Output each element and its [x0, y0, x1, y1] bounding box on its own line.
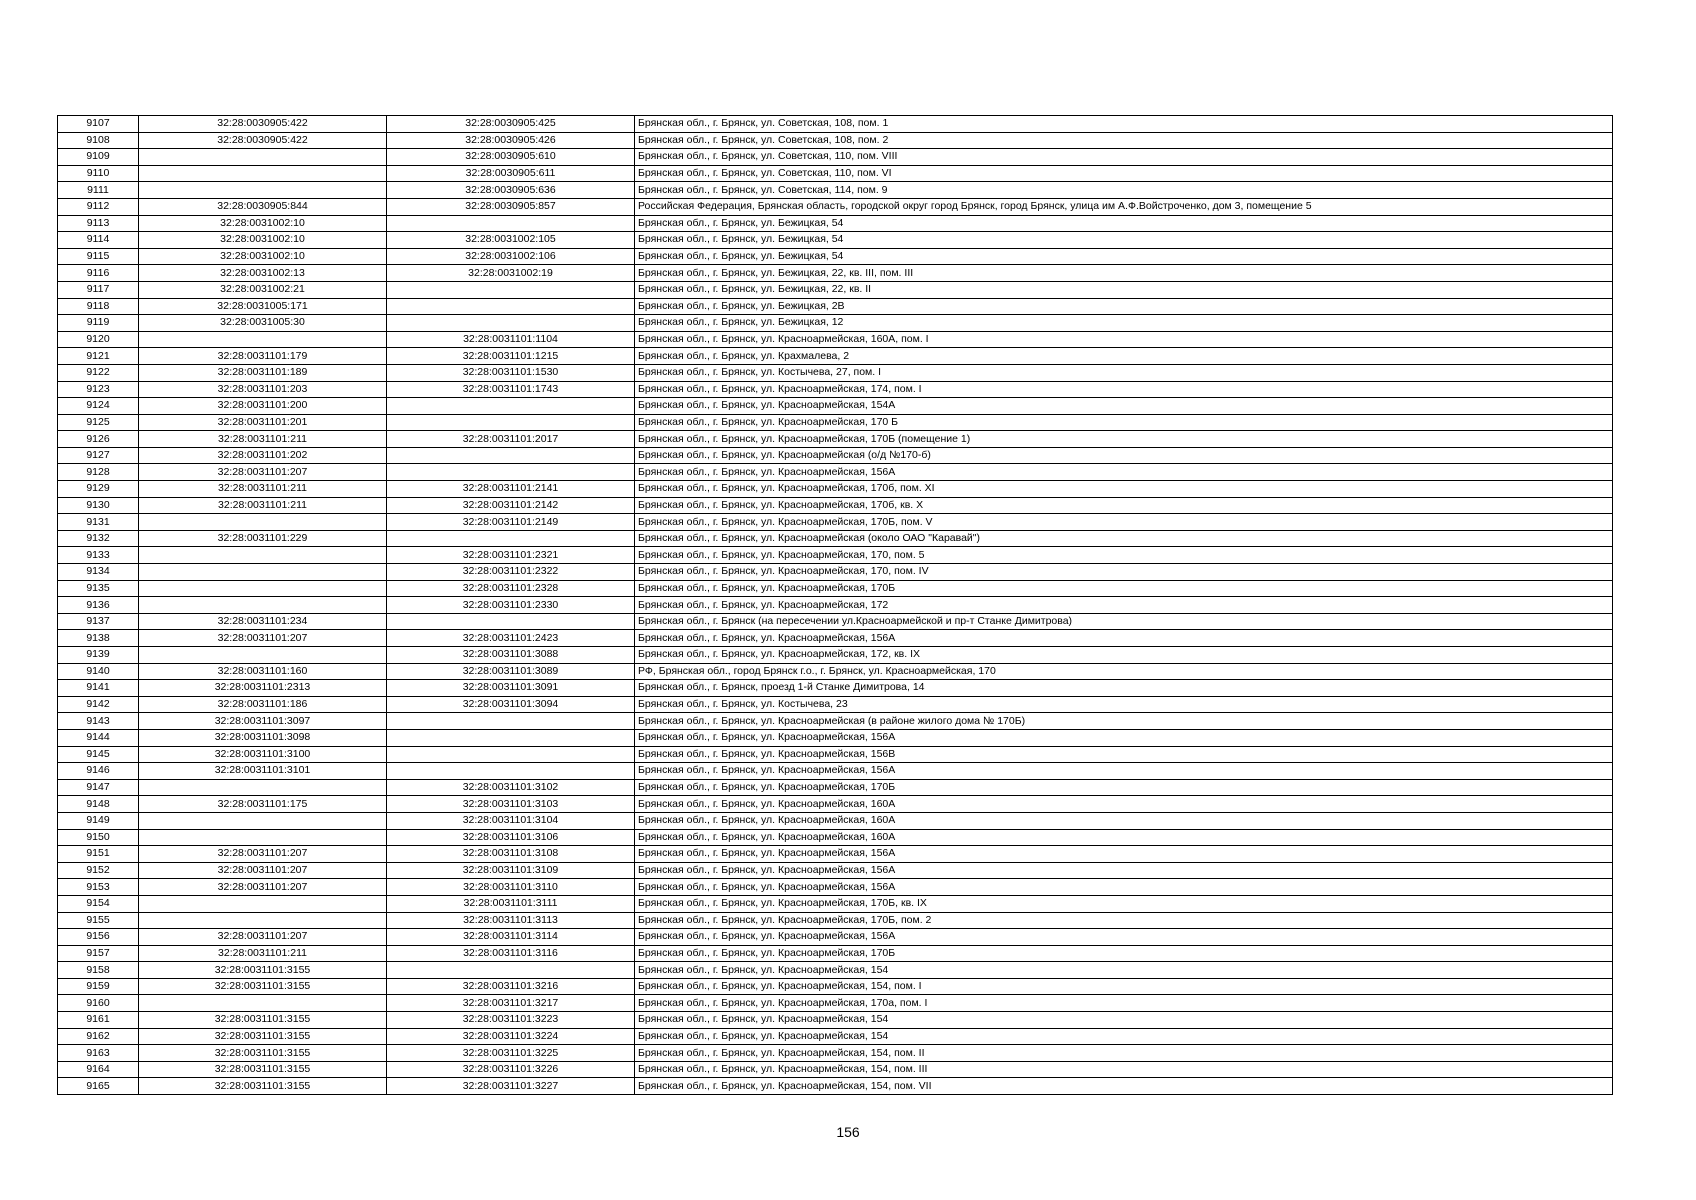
- object-number-cell: 32:28:0031101:3104: [387, 812, 635, 829]
- parcel-number-cell: 32:28:0030905:844: [139, 198, 387, 215]
- table-row: [58, 696, 1613, 713]
- parcel-number-cell: 32:28:0031101:175: [139, 796, 387, 813]
- table-row: [58, 580, 1613, 597]
- address-cell: Брянская обл., г. Брянск, ул. Красноармейская, 172, кв. IX: [635, 647, 1613, 664]
- object-number-cell: 32:28:0031101:3089: [387, 663, 635, 680]
- parcel-number-cell: 32:28:0031101:207: [139, 630, 387, 647]
- parcel-number-cell: 32:28:0031101:229: [139, 530, 387, 547]
- parcel-number-cell: 32:28:0031101:3100: [139, 746, 387, 763]
- row-number-cell: 9119: [58, 315, 139, 332]
- object-number-cell: [387, 729, 635, 746]
- parcel-number-cell: 32:28:0031101:3155: [139, 1078, 387, 1095]
- address-cell: Брянская обл., г. Брянск, ул. Красноармейская (о/д №170-б): [635, 447, 1613, 464]
- parcel-number-cell: 32:28:0031101:3155: [139, 978, 387, 995]
- row-number-cell: 9145: [58, 746, 139, 763]
- table-row: [58, 398, 1613, 415]
- object-number-cell: 32:28:0031101:3106: [387, 829, 635, 846]
- object-number-cell: 32:28:0031101:1743: [387, 381, 635, 398]
- object-number-cell: [387, 298, 635, 315]
- row-number-cell: 9110: [58, 165, 139, 182]
- address-cell: Брянская обл., г. Брянск, ул. Крахмалева, 2: [635, 348, 1613, 365]
- row-number-cell: 9112: [58, 198, 139, 215]
- table-row: [58, 281, 1613, 298]
- table-row: [58, 198, 1613, 215]
- table-row: [58, 912, 1613, 929]
- address-cell: Брянская обл., г. Брянск, ул. Красноармейская, 170Б: [635, 779, 1613, 796]
- object-number-cell: 32:28:0031101:1215: [387, 348, 635, 365]
- row-number-cell: 9130: [58, 497, 139, 514]
- parcel-number-cell: 32:28:0031101:211: [139, 481, 387, 498]
- address-cell: Брянская обл., г. Брянск, ул. Красноармейская, 160А, пом. I: [635, 331, 1613, 348]
- object-number-cell: 32:28:0030905:857: [387, 198, 635, 215]
- parcel-number-cell: [139, 895, 387, 912]
- address-cell: Брянская обл., г. Брянск, ул. Красноармейская, 160А: [635, 829, 1613, 846]
- row-number-cell: 9140: [58, 663, 139, 680]
- row-number-cell: 9131: [58, 514, 139, 531]
- row-number-cell: 9122: [58, 364, 139, 381]
- table-row: [58, 464, 1613, 481]
- parcel-number-cell: 32:28:0031101:207: [139, 929, 387, 946]
- object-number-cell: 32:28:0031101:3103: [387, 796, 635, 813]
- row-number-cell: 9142: [58, 696, 139, 713]
- address-cell: Брянская обл., г. Брянск, ул. Красноармейская, 156А: [635, 929, 1613, 946]
- table-row: [58, 929, 1613, 946]
- table-row: [58, 763, 1613, 780]
- object-number-cell: 32:28:0031101:2330: [387, 597, 635, 614]
- row-number-cell: 9126: [58, 431, 139, 448]
- object-number-cell: 32:28:0031101:2423: [387, 630, 635, 647]
- object-number-cell: 32:28:0031101:3091: [387, 680, 635, 697]
- table-row: [58, 530, 1613, 547]
- row-number-cell: 9149: [58, 812, 139, 829]
- object-number-cell: [387, 464, 635, 481]
- object-number-cell: 32:28:0031101:3224: [387, 1028, 635, 1045]
- table-row: [58, 862, 1613, 879]
- row-number-cell: 9121: [58, 348, 139, 365]
- table-row: [58, 1045, 1613, 1062]
- row-number-cell: 9128: [58, 464, 139, 481]
- parcel-number-cell: [139, 149, 387, 166]
- parcel-number-cell: 32:28:0031101:179: [139, 348, 387, 365]
- object-number-cell: 32:28:0031101:2322: [387, 564, 635, 581]
- table-row: [58, 879, 1613, 896]
- parcel-number-cell: 32:28:0031101:203: [139, 381, 387, 398]
- table-row: [58, 796, 1613, 813]
- table-row: [58, 116, 1613, 133]
- address-cell: Брянская обл., г. Брянск, ул. Красноармейская, 156А: [635, 464, 1613, 481]
- table-row: [58, 132, 1613, 149]
- row-number-cell: 9147: [58, 779, 139, 796]
- object-number-cell: 32:28:0030905:610: [387, 149, 635, 166]
- object-number-cell: 32:28:0031101:3113: [387, 912, 635, 929]
- address-cell: Брянская обл., г. Брянск, ул. Красноармейская, 170Б: [635, 580, 1613, 597]
- row-number-cell: 9124: [58, 398, 139, 415]
- object-number-cell: 32:28:0031101:3111: [387, 895, 635, 912]
- table-row: [58, 613, 1613, 630]
- parcel-number-cell: [139, 647, 387, 664]
- address-cell: Брянская обл., г. Брянск, ул. Советская, 108, пом. 1: [635, 116, 1613, 133]
- table-row: [58, 978, 1613, 995]
- table-row: [58, 962, 1613, 979]
- row-number-cell: 9159: [58, 978, 139, 995]
- parcel-number-cell: [139, 182, 387, 199]
- row-number-cell: 9138: [58, 630, 139, 647]
- address-cell: Брянская обл., г. Брянск, ул. Красноармейская (в районе жилого дома № 170Б): [635, 713, 1613, 730]
- row-number-cell: 9163: [58, 1045, 139, 1062]
- table-row: [58, 846, 1613, 863]
- object-number-cell: [387, 315, 635, 332]
- row-number-cell: 9162: [58, 1028, 139, 1045]
- parcel-number-cell: 32:28:0031101:207: [139, 464, 387, 481]
- table-row: [58, 364, 1613, 381]
- row-number-cell: 9125: [58, 414, 139, 431]
- row-number-cell: 9117: [58, 281, 139, 298]
- parcel-number-cell: 32:28:0031101:3097: [139, 713, 387, 730]
- address-cell: Брянская обл., г. Брянск, ул. Красноармейская, 154А: [635, 398, 1613, 415]
- table-row: [58, 165, 1613, 182]
- table-row: [58, 431, 1613, 448]
- records-table: [57, 115, 1613, 1095]
- table-row: [58, 414, 1613, 431]
- address-cell: Брянская обл., г. Брянск, ул. Бежицкая, 54: [635, 248, 1613, 265]
- table-row: [58, 547, 1613, 564]
- address-cell: Брянская обл., г. Брянск, ул. Красноармейская, 154: [635, 1012, 1613, 1029]
- table-row: [58, 447, 1613, 464]
- parcel-number-cell: 32:28:0030905:422: [139, 132, 387, 149]
- object-number-cell: 32:28:0031101:3114: [387, 929, 635, 946]
- parcel-number-cell: 32:28:0031002:10: [139, 232, 387, 249]
- parcel-number-cell: [139, 812, 387, 829]
- object-number-cell: 32:28:0031101:2321: [387, 547, 635, 564]
- table-row: [58, 1061, 1613, 1078]
- address-cell: Брянская обл., г. Брянск, ул. Красноармейская (около ОАО "Каравай"): [635, 530, 1613, 547]
- parcel-number-cell: 32:28:0031101:207: [139, 846, 387, 863]
- parcel-number-cell: 32:28:0031101:201: [139, 414, 387, 431]
- row-number-cell: 9127: [58, 447, 139, 464]
- object-number-cell: 32:28:0031101:2328: [387, 580, 635, 597]
- table-row: [58, 680, 1613, 697]
- address-cell: Брянская обл., г. Брянск, ул. Костычева, 27, пом. I: [635, 364, 1613, 381]
- records-table-body: [58, 116, 1613, 1095]
- table-row: [58, 812, 1613, 829]
- address-cell: Брянская обл., г. Брянск, ул. Красноармейская, 174, пом. I: [635, 381, 1613, 398]
- parcel-number-cell: 32:28:0031101:186: [139, 696, 387, 713]
- object-number-cell: 32:28:0031101:3094: [387, 696, 635, 713]
- row-number-cell: 9139: [58, 647, 139, 664]
- row-number-cell: 9146: [58, 763, 139, 780]
- address-cell: Брянская обл., г. Брянск, ул. Красноармейская, 170 Б: [635, 414, 1613, 431]
- table-row: [58, 729, 1613, 746]
- address-cell: Брянская обл., г. Брянск, ул. Красноармейская, 170, пом. IV: [635, 564, 1613, 581]
- parcel-number-cell: [139, 580, 387, 597]
- table-row: [58, 945, 1613, 962]
- object-number-cell: 32:28:0031101:3217: [387, 995, 635, 1012]
- parcel-number-cell: 32:28:0031101:3098: [139, 729, 387, 746]
- row-number-cell: 9144: [58, 729, 139, 746]
- table-row: [58, 149, 1613, 166]
- page-number: 156: [836, 1124, 860, 1140]
- table-row: [58, 298, 1613, 315]
- row-number-cell: 9107: [58, 116, 139, 133]
- parcel-number-cell: [139, 547, 387, 564]
- parcel-number-cell: [139, 331, 387, 348]
- table-row: [58, 746, 1613, 763]
- parcel-number-cell: 32:28:0031005:30: [139, 315, 387, 332]
- address-cell: Брянская обл., г. Брянск, ул. Красноармейская, 170б, кв. X: [635, 497, 1613, 514]
- table-row: [58, 995, 1613, 1012]
- table-row: [58, 381, 1613, 398]
- object-number-cell: 32:28:0030905:425: [387, 116, 635, 133]
- parcel-number-cell: 32:28:0031101:207: [139, 879, 387, 896]
- parcel-number-cell: 32:28:0031002:21: [139, 281, 387, 298]
- object-number-cell: 32:28:0031101:2141: [387, 481, 635, 498]
- address-cell: Брянская обл., г. Брянск, ул. Красноармейская, 154, пом. I: [635, 978, 1613, 995]
- object-number-cell: 32:28:0031101:3225: [387, 1045, 635, 1062]
- address-cell: Брянская обл., г. Брянск, ул. Красноармейская, 156А: [635, 630, 1613, 647]
- parcel-number-cell: 32:28:0031101:3155: [139, 962, 387, 979]
- address-cell: Брянская обл., г. Брянск, ул. Красноармейская, 154, пом. VII: [635, 1078, 1613, 1095]
- parcel-number-cell: [139, 564, 387, 581]
- table-row: [58, 647, 1613, 664]
- row-number-cell: 9113: [58, 215, 139, 232]
- object-number-cell: 32:28:0031101:3223: [387, 1012, 635, 1029]
- address-cell: Брянская обл., г. Брянск, ул. Бежицкая, 22, кв. III, пом. III: [635, 265, 1613, 282]
- address-cell: Брянская обл., г. Брянск, ул. Советская, 110, пом. VI: [635, 165, 1613, 182]
- parcel-number-cell: 32:28:0031101:189: [139, 364, 387, 381]
- row-number-cell: 9157: [58, 945, 139, 962]
- address-cell: Брянская обл., г. Брянск, ул. Советская, 114, пом. 9: [635, 182, 1613, 199]
- parcel-number-cell: 32:28:0031002:13: [139, 265, 387, 282]
- parcel-number-cell: 32:28:0031101:3155: [139, 1045, 387, 1062]
- row-number-cell: 9114: [58, 232, 139, 249]
- address-cell: Брянская обл., г. Брянск, ул. Красноармейская, 160А: [635, 796, 1613, 813]
- address-cell: Брянская обл., г. Брянск, ул. Красноармейская, 170Б, кв. IX: [635, 895, 1613, 912]
- parcel-number-cell: [139, 912, 387, 929]
- object-number-cell: [387, 763, 635, 780]
- table-row: [58, 182, 1613, 199]
- table-row: [58, 1028, 1613, 1045]
- address-cell: Брянская обл., г. Брянск, ул. Красноармейская, 160А: [635, 812, 1613, 829]
- parcel-number-cell: [139, 779, 387, 796]
- object-number-cell: [387, 414, 635, 431]
- table-row: [58, 248, 1613, 265]
- object-number-cell: 32:28:0031101:3116: [387, 945, 635, 962]
- parcel-number-cell: 32:28:0031101:211: [139, 497, 387, 514]
- object-number-cell: 32:28:0031101:3108: [387, 846, 635, 863]
- address-cell: Брянская обл., г. Брянск, ул. Бежицкая, 2В: [635, 298, 1613, 315]
- object-number-cell: 32:28:0030905:611: [387, 165, 635, 182]
- table-row: [58, 215, 1613, 232]
- parcel-number-cell: 32:28:0031002:10: [139, 215, 387, 232]
- address-cell: Брянская обл., г. Брянск, ул. Красноармейская, 172: [635, 597, 1613, 614]
- object-number-cell: 32:28:0031101:3110: [387, 879, 635, 896]
- object-number-cell: 32:28:0030905:426: [387, 132, 635, 149]
- object-number-cell: 32:28:0031101:3226: [387, 1061, 635, 1078]
- parcel-number-cell: 32:28:0031101:207: [139, 862, 387, 879]
- row-number-cell: 9109: [58, 149, 139, 166]
- address-cell: Брянская обл., г. Брянск, ул. Красноармейская, 170, пом. 5: [635, 547, 1613, 564]
- object-number-cell: [387, 713, 635, 730]
- object-number-cell: 32:28:0031002:19: [387, 265, 635, 282]
- object-number-cell: [387, 613, 635, 630]
- object-number-cell: [387, 398, 635, 415]
- parcel-number-cell: 32:28:0031101:202: [139, 447, 387, 464]
- address-cell: Брянская обл., г. Брянск, ул. Красноармейская, 170б, пом. XI: [635, 481, 1613, 498]
- object-number-cell: 32:28:0031101:3216: [387, 978, 635, 995]
- row-number-cell: 9108: [58, 132, 139, 149]
- address-cell: Брянская обл., г. Брянск, ул. Красноармейская, 156А: [635, 879, 1613, 896]
- table-row: [58, 597, 1613, 614]
- address-cell: Брянская обл., г. Брянск, ул. Красноармейская, 156А: [635, 862, 1613, 879]
- address-cell: Брянская обл., г. Брянск, ул. Бежицкая, 22, кв. II: [635, 281, 1613, 298]
- table-row: [58, 331, 1613, 348]
- parcel-number-cell: 32:28:0031101:3155: [139, 1061, 387, 1078]
- table-row: [58, 348, 1613, 365]
- address-cell: Брянская обл., г. Брянск, проезд 1-й Станке Димитрова, 14: [635, 680, 1613, 697]
- address-cell: Брянская обл., г. Брянск, ул. Красноармейская, 170а, пом. I: [635, 995, 1613, 1012]
- address-cell: Брянская обл., г. Брянск, ул. Бежицкая, 54: [635, 232, 1613, 249]
- row-number-cell: 9111: [58, 182, 139, 199]
- object-number-cell: 32:28:0031101:3088: [387, 647, 635, 664]
- row-number-cell: 9133: [58, 547, 139, 564]
- row-number-cell: 9150: [58, 829, 139, 846]
- row-number-cell: 9132: [58, 530, 139, 547]
- table-row: [58, 481, 1613, 498]
- table-row: [58, 1012, 1613, 1029]
- address-cell: Брянская обл., г. Брянск, ул. Красноармейская, 156А: [635, 846, 1613, 863]
- row-number-cell: 9123: [58, 381, 139, 398]
- row-number-cell: 9155: [58, 912, 139, 929]
- object-number-cell: [387, 746, 635, 763]
- parcel-number-cell: 32:28:0031002:10: [139, 248, 387, 265]
- object-number-cell: 32:28:0031101:1530: [387, 364, 635, 381]
- table-row: [58, 713, 1613, 730]
- address-cell: Брянская обл., г. Брянск, ул. Костычева, 23: [635, 696, 1613, 713]
- parcel-number-cell: [139, 995, 387, 1012]
- row-number-cell: 9129: [58, 481, 139, 498]
- address-cell: Брянская обл., г. Брянск (на пересечении ул.Красноармейской и пр-т Станке Димитрова): [635, 613, 1613, 630]
- parcel-number-cell: 32:28:0031101:211: [139, 431, 387, 448]
- object-number-cell: 32:28:0031101:2017: [387, 431, 635, 448]
- address-cell: Брянская обл., г. Брянск, ул. Бежицкая, 12: [635, 315, 1613, 332]
- row-number-cell: 9164: [58, 1061, 139, 1078]
- table-row: [58, 829, 1613, 846]
- parcel-number-cell: 32:28:0031101:211: [139, 945, 387, 962]
- object-number-cell: 32:28:0031101:1104: [387, 331, 635, 348]
- row-number-cell: 9141: [58, 680, 139, 697]
- parcel-number-cell: 32:28:0031101:3101: [139, 763, 387, 780]
- address-cell: Брянская обл., г. Брянск, ул. Красноармейская, 154, пом. III: [635, 1061, 1613, 1078]
- parcel-number-cell: [139, 514, 387, 531]
- address-cell: Брянская обл., г. Брянск, ул. Красноармейская, 170Б: [635, 945, 1613, 962]
- table-row: [58, 779, 1613, 796]
- address-cell: Брянская обл., г. Брянск, ул. Красноармейская, 154: [635, 1028, 1613, 1045]
- object-number-cell: 32:28:0031002:106: [387, 248, 635, 265]
- table-row: [58, 265, 1613, 282]
- object-number-cell: [387, 962, 635, 979]
- object-number-cell: 32:28:0031101:2142: [387, 497, 635, 514]
- row-number-cell: 9115: [58, 248, 139, 265]
- table-row: [58, 232, 1613, 249]
- row-number-cell: 9134: [58, 564, 139, 581]
- row-number-cell: 9137: [58, 613, 139, 630]
- parcel-number-cell: 32:28:0031101:2313: [139, 680, 387, 697]
- row-number-cell: 9136: [58, 597, 139, 614]
- address-cell: Брянская обл., г. Брянск, ул. Красноармейская, 156А: [635, 729, 1613, 746]
- object-number-cell: 32:28:0031101:2149: [387, 514, 635, 531]
- address-cell: Российская Федерация, Брянская область, городской округ город Брянск, город Брянск, улица им А.Ф.Войстроченко, дом 3, помещение 5: [635, 198, 1613, 215]
- row-number-cell: 9151: [58, 846, 139, 863]
- parcel-number-cell: [139, 829, 387, 846]
- address-cell: Брянская обл., г. Брянск, ул. Красноармейская, 156А: [635, 763, 1613, 780]
- object-number-cell: [387, 447, 635, 464]
- table-row: [58, 315, 1613, 332]
- table-row: [58, 663, 1613, 680]
- parcel-number-cell: 32:28:0031101:3155: [139, 1028, 387, 1045]
- object-number-cell: [387, 281, 635, 298]
- row-number-cell: 9154: [58, 895, 139, 912]
- object-number-cell: 32:28:0031101:3102: [387, 779, 635, 796]
- address-cell: РФ, Брянская обл., город Брянск г.о., г. Брянск, ул. Красноармейская, 170: [635, 663, 1613, 680]
- object-number-cell: 32:28:0031101:3109: [387, 862, 635, 879]
- address-cell: Брянская обл., г. Брянск, ул. Бежицкая, 54: [635, 215, 1613, 232]
- row-number-cell: 9161: [58, 1012, 139, 1029]
- object-number-cell: 32:28:0031101:3227: [387, 1078, 635, 1095]
- parcel-number-cell: [139, 597, 387, 614]
- row-number-cell: 9160: [58, 995, 139, 1012]
- row-number-cell: 9152: [58, 862, 139, 879]
- row-number-cell: 9165: [58, 1078, 139, 1095]
- object-number-cell: 32:28:0031002:105: [387, 232, 635, 249]
- row-number-cell: 9156: [58, 929, 139, 946]
- object-number-cell: 32:28:0030905:636: [387, 182, 635, 199]
- table-row: [58, 564, 1613, 581]
- row-number-cell: 9143: [58, 713, 139, 730]
- table-row: [58, 630, 1613, 647]
- address-cell: Брянская обл., г. Брянск, ул. Красноармейская, 156В: [635, 746, 1613, 763]
- address-cell: Брянская обл., г. Брянск, ул. Советская, 110, пом. VIII: [635, 149, 1613, 166]
- parcel-number-cell: [139, 165, 387, 182]
- row-number-cell: 9118: [58, 298, 139, 315]
- table-row: [58, 895, 1613, 912]
- table-row: [58, 497, 1613, 514]
- row-number-cell: 9148: [58, 796, 139, 813]
- address-cell: Брянская обл., г. Брянск, ул. Красноармейская, 170Б, пом. 2: [635, 912, 1613, 929]
- parcel-number-cell: 32:28:0031101:160: [139, 663, 387, 680]
- address-cell: Брянская обл., г. Брянск, ул. Красноармейская, 154: [635, 962, 1613, 979]
- table-row: [58, 1078, 1613, 1095]
- address-cell: Брянская обл., г. Брянск, ул. Советская, 108, пом. 2: [635, 132, 1613, 149]
- row-number-cell: 9158: [58, 962, 139, 979]
- table-row: [58, 514, 1613, 531]
- address-cell: Брянская обл., г. Брянск, ул. Красноармейская, 170Б, пом. V: [635, 514, 1613, 531]
- address-cell: Брянская обл., г. Брянск, ул. Красноармейская, 154, пом. II: [635, 1045, 1613, 1062]
- object-number-cell: [387, 530, 635, 547]
- parcel-number-cell: 32:28:0031101:3155: [139, 1012, 387, 1029]
- row-number-cell: 9135: [58, 580, 139, 597]
- row-number-cell: 9153: [58, 879, 139, 896]
- parcel-number-cell: 32:28:0030905:422: [139, 116, 387, 133]
- parcel-number-cell: 32:28:0031005:171: [139, 298, 387, 315]
- parcel-number-cell: 32:28:0031101:234: [139, 613, 387, 630]
- object-number-cell: [387, 215, 635, 232]
- address-cell: Брянская обл., г. Брянск, ул. Красноармейская, 170Б (помещение 1): [635, 431, 1613, 448]
- parcel-number-cell: 32:28:0031101:200: [139, 398, 387, 415]
- row-number-cell: 9120: [58, 331, 139, 348]
- row-number-cell: 9116: [58, 265, 139, 282]
